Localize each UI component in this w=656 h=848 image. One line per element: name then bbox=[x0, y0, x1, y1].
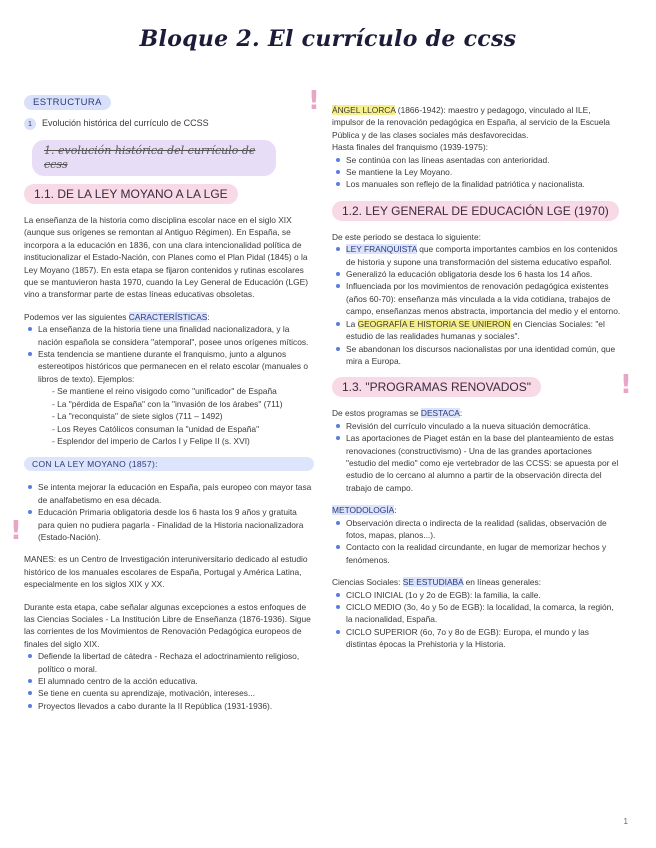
caracteristicas-list bbox=[24, 323, 314, 385]
list-item: Defiende la libertad de cátedra - Rechaza el adoctrinamiento religioso, político o moral. bbox=[38, 650, 314, 675]
ley-franquista-highlight: LEY FRANQUISTA bbox=[346, 244, 417, 255]
list-item: Se tiene en cuenta su aprendizaje, motivación, intereses... bbox=[38, 687, 314, 699]
page-number: 1 bbox=[623, 817, 628, 826]
list-item: Influenciada por los movimientos de renovación pedagógica existentes (años 60-70): enseñanza más vinculada a la vida cotidiana, trabajos de campo, enseñanzas menos abstracta, importancia del medio y el entorno. bbox=[346, 281, 621, 317]
exclamation-mark-icon: ! bbox=[10, 516, 22, 546]
list-item: Se mantiene la Ley Moyano. bbox=[346, 166, 622, 178]
destaca-highlight: DESTACA bbox=[420, 408, 460, 419]
cc-suffix: en líneas generales: bbox=[465, 577, 542, 588]
list-item: Se intenta mejorar la educación en España, país europeo con mayor tasa de analfabetismo en esa década. bbox=[38, 481, 314, 506]
list-item: Esta tendencia se mantiene durante el franquismo, junto a algunos estereotipos históricos que permanecen en el relato escolar (manuales o libros de texto). Ejemplos: bbox=[38, 348, 314, 385]
se-estudiaba-highlight: SE ESTUDIABA bbox=[402, 577, 464, 588]
metodologia-suffix: : bbox=[394, 505, 397, 516]
programas-suffix: : bbox=[459, 408, 463, 419]
list-item: CICLO MEDIO (3o, 4o y 5o de EGB): la localidad, la comarca, la región, la nacionalidad, España. bbox=[346, 601, 622, 626]
list-item: Proyectos llevados a cabo durante la II República (1931-1936). bbox=[38, 700, 314, 712]
list-item: Contacto con la realidad circundante, en lugar de memorizar hechos y fenómenos. bbox=[346, 541, 622, 566]
geo-historia-highlight: GEOGRAFÍA E HISTORIA SE UNIERON bbox=[357, 318, 511, 329]
section-1-2-title: 1.2. LEY GENERAL DE EDUCACIÓN LGE (1970) bbox=[332, 201, 619, 221]
list-item: El alumnado centro de la acción educativa. bbox=[38, 675, 314, 687]
metodologia-highlight: METODOLOGÍA bbox=[332, 505, 395, 516]
hasta-list bbox=[332, 154, 622, 191]
list-item bbox=[346, 318, 622, 343]
list-item: CICLO SUPERIOR (6o, 7o y 8o de EGB): Europa, el mundo y las distintas épocas la Prehistoria y la Historia. bbox=[346, 626, 622, 651]
example-item: - Se mantiene el reino visigodo como "unificador" de España bbox=[52, 386, 277, 397]
periodo-intro: De este periodo se destaca lo siguiente: bbox=[332, 231, 481, 242]
metodologia-list bbox=[332, 517, 622, 567]
manes-paragraph: MANES: es un Centro de Investigación interuniversitario dedicado al estudio histórico de los manuales escolares de España, Portugal y América Latina, especialmente en los siglos XIX y XX. bbox=[24, 554, 308, 590]
programas-list bbox=[332, 420, 622, 494]
example-item: - Los Reyes Católicos consuman la "unidad de España" bbox=[52, 423, 260, 434]
programas-prefix: De estos programas se bbox=[332, 408, 419, 419]
list-item: La enseñanza de la historia tiene una finalidad nacionalizadora, y la nación española se considera "atemporal", posee unos orígenes míticos. bbox=[38, 323, 314, 348]
list-item: Revisión del currículo vinculado a la nueva situación democrática. bbox=[346, 420, 622, 432]
angel-llorca-text: (1866-1942): maestro y pedagogo, vinculado al ILE, impulsor de la renovación pedagógica en España, al servicio de la Escuela Pública y de las clases sociales más desfavorecidas. bbox=[332, 105, 610, 140]
estructura-item bbox=[24, 118, 314, 130]
list-item: Educación Primaria obligatoria desde los 6 hasta los 9 años y gratuita para quien no pudiera pagarla - Finalidad de la Historia nacionalizadora (Estado-Nación). bbox=[38, 506, 314, 543]
exclamation-mark-icon: ! bbox=[308, 86, 320, 116]
page-title: Bloque 2. El currículo de ccss bbox=[139, 26, 517, 52]
ciclos-list bbox=[332, 589, 622, 651]
list-item: CICLO INICIAL (1o y 2o de EGB): la familia, la calle. bbox=[346, 589, 622, 601]
right-column bbox=[332, 104, 622, 651]
caracteristicas-highlight: CARACTERÍSTICAS bbox=[128, 311, 208, 322]
caracteristicas-intro bbox=[24, 311, 314, 323]
example-item: - La "reconquista" de siete siglos (711 – 1492) bbox=[52, 411, 223, 422]
angel-llorca-highlight: ÁNGEL LLORCA bbox=[332, 105, 396, 115]
estructura-number: 1 bbox=[24, 118, 36, 130]
durante-paragraph: Durante esta etapa, cabe señalar algunas excepciones a estos enfoques de las Ciencias Sociales - La Institución Libre de Enseñanza (1876-1936). Sigue las corrientes de los Movimientos de Renovación Pedagógica europeos de finales del siglo XIX. bbox=[24, 601, 311, 649]
cc-prefix: Ciencias Sociales: bbox=[332, 577, 401, 588]
hasta-franquismo: Hasta finales del franquismo (1939-1975): bbox=[332, 142, 488, 153]
list-item: Se continúa con las líneas asentadas con anterioridad. bbox=[346, 154, 622, 166]
list-item: Generalizó la educación obligatoria desde los 6 hasta los 14 años. bbox=[346, 268, 622, 280]
estructura-item-text: Evolución histórica del currículo de CCSS bbox=[42, 118, 209, 128]
section-1-1-title: 1.1. DE LA LEY MOYANO A LA LGE bbox=[24, 184, 238, 204]
durante-list bbox=[24, 650, 314, 712]
ciencias-sociales-intro bbox=[332, 576, 622, 588]
geo-prefix: La bbox=[346, 318, 356, 329]
caracteristicas-prefix: Podemos ver las siguientes bbox=[24, 311, 127, 322]
metodologia-heading bbox=[332, 504, 622, 516]
list-item bbox=[346, 243, 622, 268]
example-item: - Esplendor del imperio de Carlos I y Felipe II (s. XVI) bbox=[52, 435, 250, 446]
moyano-list bbox=[24, 481, 314, 543]
lge-list bbox=[332, 243, 622, 367]
estructura-label: ESTRUCTURA bbox=[24, 95, 111, 110]
list-item: Se abandonan los discursos nacionalistas por una identidad común, que mira a Europa. bbox=[346, 343, 622, 368]
example-item: - La "pérdida de España" con la "invasión de los árabes" (711) bbox=[52, 398, 283, 409]
intro-paragraph: La enseñanza de la historia como disciplina escolar nace en el siglo XIX (aunque sus orígenes se remontan al Antiguo Régimen). En España, se incorpora a la educación en 1836, con una clara intencionalidad política de institucionalizar el Estado-Nación, con Planes como el Plan Pidal (1845) o la Ley Moyano (1857). En esta etapa se fijaron contenidos y rutinas escolares que se mantuvieron hasta 1970, cuando la Ley General de Educación (LGE) vino a transformar parte de estas líneas educativas obsoletas. bbox=[24, 215, 309, 300]
caracteristicas-suffix: : bbox=[207, 311, 210, 322]
programas-intro bbox=[332, 407, 622, 419]
geo-historia-text: en Ciencias Sociales: "el estudio de las realidades humanas y sociales". bbox=[346, 318, 605, 342]
section-1-title: 1. evolución histórica del currículo de ccss bbox=[32, 140, 276, 176]
angel-llorca-paragraph bbox=[332, 104, 622, 141]
list-item: Los manuales son reflejo de la finalidad patriótica y nacionalista. bbox=[346, 178, 622, 190]
ley-franquista-text: que comporta importantes cambios en los contenidos de historia y supone una transformación del sistema educativo español. bbox=[346, 244, 618, 267]
left-column bbox=[24, 92, 314, 712]
section-1-3-title: 1.3. "PROGRAMAS RENOVADOS" bbox=[332, 377, 541, 397]
list-item: Observación directa o indirecta de la realidad (salidas, observación de fotos, mapas, planos...). bbox=[346, 517, 622, 542]
moyano-heading: CON LA LEY MOYANO (1857): bbox=[24, 457, 314, 471]
list-item: Las aportaciones de Piaget están en la base del planteamiento de estas renovaciones (constructivismo) - Una de las grandes aportaciones "estudio del medio" como eje vertebrador de las CCSS: se apuesta por el estudio de lo cercano al alumno a partir de la observación directa del trabajo de campo. bbox=[346, 432, 622, 494]
exclamation-mark-icon: ! bbox=[620, 370, 632, 400]
